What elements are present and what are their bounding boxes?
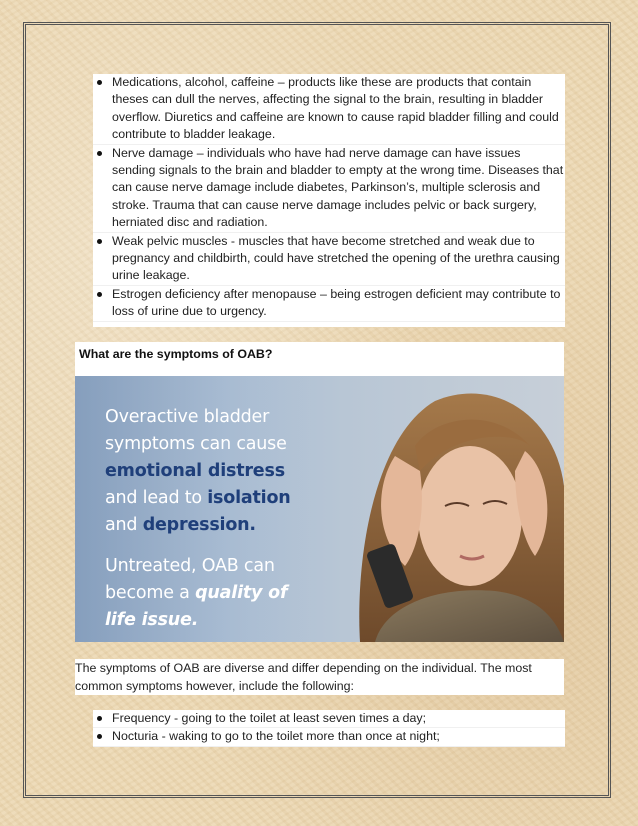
caption-line: life issue.: [105, 610, 199, 630]
symptoms-heading-panel: [75, 342, 564, 376]
causes-list-panel: [93, 74, 565, 327]
symptoms-list: [93, 710, 565, 747]
symptoms-list-panel: [93, 710, 565, 747]
caption-line: Untreated, OAB can: [105, 556, 275, 576]
caption-line: symptoms can cause: [105, 434, 287, 454]
caption-line: become a quality of: [105, 583, 288, 603]
intro-paragraph-panel: [75, 659, 564, 695]
caption-line: Overactive bladder: [105, 407, 270, 427]
list-item: Nerve damage – individuals who have had nerve damage can have issues sending signals to the brain and bladder to empty at the wrong time. Diseases that can cause nerve damage include diabetes, Parkinson’s, multiple sclerosis and stroke. Trauma that can cause nerve damage includes pelvic or back surgery, herniated disc and radiation.: [93, 145, 565, 233]
list-item: Weak pelvic muscles - muscles that have become stretched and weak due to pregnancy and childbirth, could have stretched the opening of the urethra causing urine leakage.: [93, 233, 565, 286]
image-caption-text: [105, 404, 291, 634]
oab-illustration: [75, 376, 564, 642]
causes-list: [93, 74, 565, 322]
list-item: Medications, alcohol, caffeine – products like these are products that contain theses can dull the nerves, affecting the signal to the brain, resulting in bladder overflow. Diuretics and caffeine are known to cause rapid bladder filling and could contribute to bladder leakage.: [93, 74, 565, 145]
list-item: Estrogen deficiency after menopause – being estrogen deficient may contribute to loss of urine due to urgency.: [93, 286, 565, 322]
list-item: Frequency - going to the toilet at least seven times a day;: [93, 710, 565, 728]
caption-line: and depression.: [105, 515, 256, 535]
caption-line: and lead to isolation: [105, 488, 291, 508]
section-heading: What are the symptoms of OAB?: [79, 347, 273, 361]
caption-line: emotional distress: [105, 461, 285, 481]
list-item: Nocturia - waking to go to the toilet more than once at night;: [93, 728, 565, 746]
intro-paragraph: The symptoms of OAB are diverse and differ depending on the individual. The most common symptoms however, include the following:: [75, 661, 532, 693]
